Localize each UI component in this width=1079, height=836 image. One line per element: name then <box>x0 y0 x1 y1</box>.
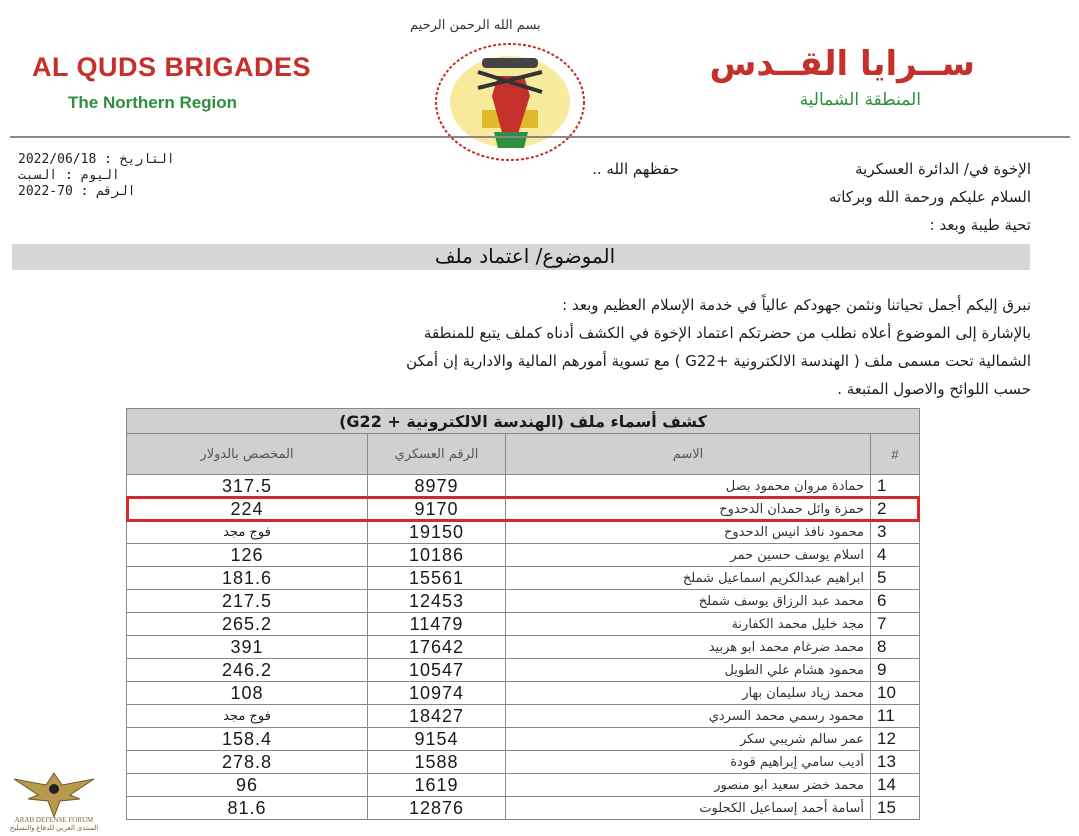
table-row <box>127 682 920 705</box>
row-index: 10 <box>871 682 920 705</box>
table-row <box>127 728 920 751</box>
table-row <box>127 705 920 728</box>
row-military-number: 9154 <box>368 728 506 751</box>
row-index: 3 <box>871 521 920 544</box>
row-amount: 126 <box>127 544 368 567</box>
row-amount: 278.8 <box>127 751 368 774</box>
row-military-number: 12876 <box>368 797 506 820</box>
row-index: 2 <box>871 498 920 521</box>
table-row <box>127 751 920 774</box>
row-index: 5 <box>871 567 920 590</box>
table-row <box>127 590 920 613</box>
row-name: حمادة مروان محمود بصل <box>506 475 871 498</box>
header-amount: المخصص بالدولار <box>127 434 368 475</box>
brigades-emblem-logo <box>412 36 608 164</box>
row-index: 12 <box>871 728 920 751</box>
row-amount: 108 <box>127 682 368 705</box>
row-index: 14 <box>871 774 920 797</box>
row-amount: 81.6 <box>127 797 368 820</box>
header-name: الاسم <box>506 434 871 475</box>
row-name: أديب سامي إبراهيم قودة <box>506 751 871 774</box>
row-amount: 391 <box>127 636 368 659</box>
body-line-4: حسب اللوائح والاصول المتبعة . <box>837 380 1031 398</box>
row-military-number: 11479 <box>368 613 506 636</box>
table-row <box>127 797 920 820</box>
blessing: حفظهم الله .. <box>592 160 679 178</box>
row-index: 6 <box>871 590 920 613</box>
basmala: بسم الله الرحمن الرحيم <box>410 18 541 33</box>
row-name: عمر سالم شريبي سكر <box>506 728 871 751</box>
table-row <box>127 613 920 636</box>
row-amount: 217.5 <box>127 590 368 613</box>
row-military-number: 15561 <box>368 567 506 590</box>
row-index: 13 <box>871 751 920 774</box>
row-amount: 224 <box>127 498 368 521</box>
row-military-number: 17642 <box>368 636 506 659</box>
table-row <box>127 636 920 659</box>
row-name: اسلام يوسف حسين حمر <box>506 544 871 567</box>
row-name: محمود رسمي محمد السردي <box>506 705 871 728</box>
body-line-3: الشمالية تحت مسمى ملف ( الهندسة الالكترونية +G22 ) مع تسوية أمورهم المالية والادارية إن أمكن <box>406 352 1031 370</box>
greeting: السلام عليكم ورحمة الله وبركاته <box>829 188 1031 206</box>
table-row <box>127 475 920 498</box>
row-name: محمد عبد الرزاق يوسف شملخ <box>506 590 871 613</box>
row-index: 1 <box>871 475 920 498</box>
table-caption: كشف أسماء ملف (الهندسة الالكترونية + G22) <box>127 409 920 434</box>
row-military-number: 8979 <box>368 475 506 498</box>
row-index: 4 <box>871 544 920 567</box>
row-amount: 96 <box>127 774 368 797</box>
row-military-number: 18427 <box>368 705 506 728</box>
names-table <box>126 408 920 820</box>
header-index: # <box>871 434 920 475</box>
highlighted-row-frame <box>126 496 920 522</box>
meta-ref: الرقم : 2022-70 <box>18 184 136 199</box>
english-subtitle: The Northern Region <box>68 93 238 112</box>
table-row <box>127 521 920 544</box>
arabic-subtitle: المنطقة الشمالية <box>799 90 921 110</box>
table-body <box>127 475 920 820</box>
row-amount: فوج مجد <box>127 705 368 728</box>
salutation: تحية طيبة وبعد : <box>929 216 1031 234</box>
row-index: 7 <box>871 613 920 636</box>
row-name: محمود هشام علي الطويل <box>506 659 871 682</box>
row-name: أسامة أحمد إسماعيل الكحلوت <box>506 797 871 820</box>
table-caption-row <box>127 409 920 434</box>
subject-line: الموضوع/ اعتماد ملف <box>434 244 616 268</box>
row-name: محمود نافذ انيس الدحدوح <box>506 521 871 544</box>
row-index: 9 <box>871 659 920 682</box>
recipient: الإخوة في/ الدائرة العسكرية <box>855 160 1031 178</box>
row-amount: 246.2 <box>127 659 368 682</box>
row-military-number: 10547 <box>368 659 506 682</box>
row-name: مجد خليل محمد الكفارنة <box>506 613 871 636</box>
table-row <box>127 774 920 797</box>
row-index: 11 <box>871 705 920 728</box>
row-name: ابراهيم عبدالكريم اسماعيل شملخ <box>506 567 871 590</box>
row-military-number: 1588 <box>368 751 506 774</box>
row-military-number: 9170 <box>368 498 506 521</box>
header-military-number: الرقم العسكري <box>368 434 506 475</box>
header-divider <box>10 136 1070 138</box>
row-index: 8 <box>871 636 920 659</box>
row-name: محمد ضرغام محمد ابو هربيد <box>506 636 871 659</box>
row-amount: 181.6 <box>127 567 368 590</box>
watermark-text: ARAB DEFENSE FORUM المنتدى العربي للدفاع والتسليح <box>9 816 99 832</box>
row-name: حمزة وائل حمدان الدحدوح <box>506 498 871 521</box>
table-row <box>127 567 920 590</box>
row-military-number: 12453 <box>368 590 506 613</box>
english-title: AL QUDS BRIGADES <box>32 52 312 82</box>
row-name: محمد خضر سعيد ابو منصور <box>506 774 871 797</box>
arabic-title: ســرايا القــدس <box>709 44 975 84</box>
row-amount: 158.4 <box>127 728 368 751</box>
row-military-number: 10974 <box>368 682 506 705</box>
row-amount: فوج مجد <box>127 521 368 544</box>
body-line-1: نبرق إليكم أجمل تحياتنا ونثمن جهودكم عالياً في خدمة الإسلام العظيم وبعد : <box>562 296 1031 314</box>
meta-date: التاريخ : 2022/06/18 <box>18 152 175 167</box>
row-amount: 317.5 <box>127 475 368 498</box>
meta-day: اليوم : السبت <box>18 168 120 183</box>
row-military-number: 19150 <box>368 521 506 544</box>
row-name: محمد زياد سليمان بهار <box>506 682 871 705</box>
row-amount: 265.2 <box>127 613 368 636</box>
table-header-row <box>127 434 920 475</box>
body-line-2: بالإشارة إلى الموضوع أعلاه نطلب من حضرتكم اعتماد الإخوة في الكشف أدناه كملف يتبع للمنطقة <box>423 324 1031 342</box>
row-military-number: 1619 <box>368 774 506 797</box>
table-row <box>127 544 920 567</box>
row-military-number: 10186 <box>368 544 506 567</box>
row-index: 15 <box>871 797 920 820</box>
table-row <box>127 659 920 682</box>
